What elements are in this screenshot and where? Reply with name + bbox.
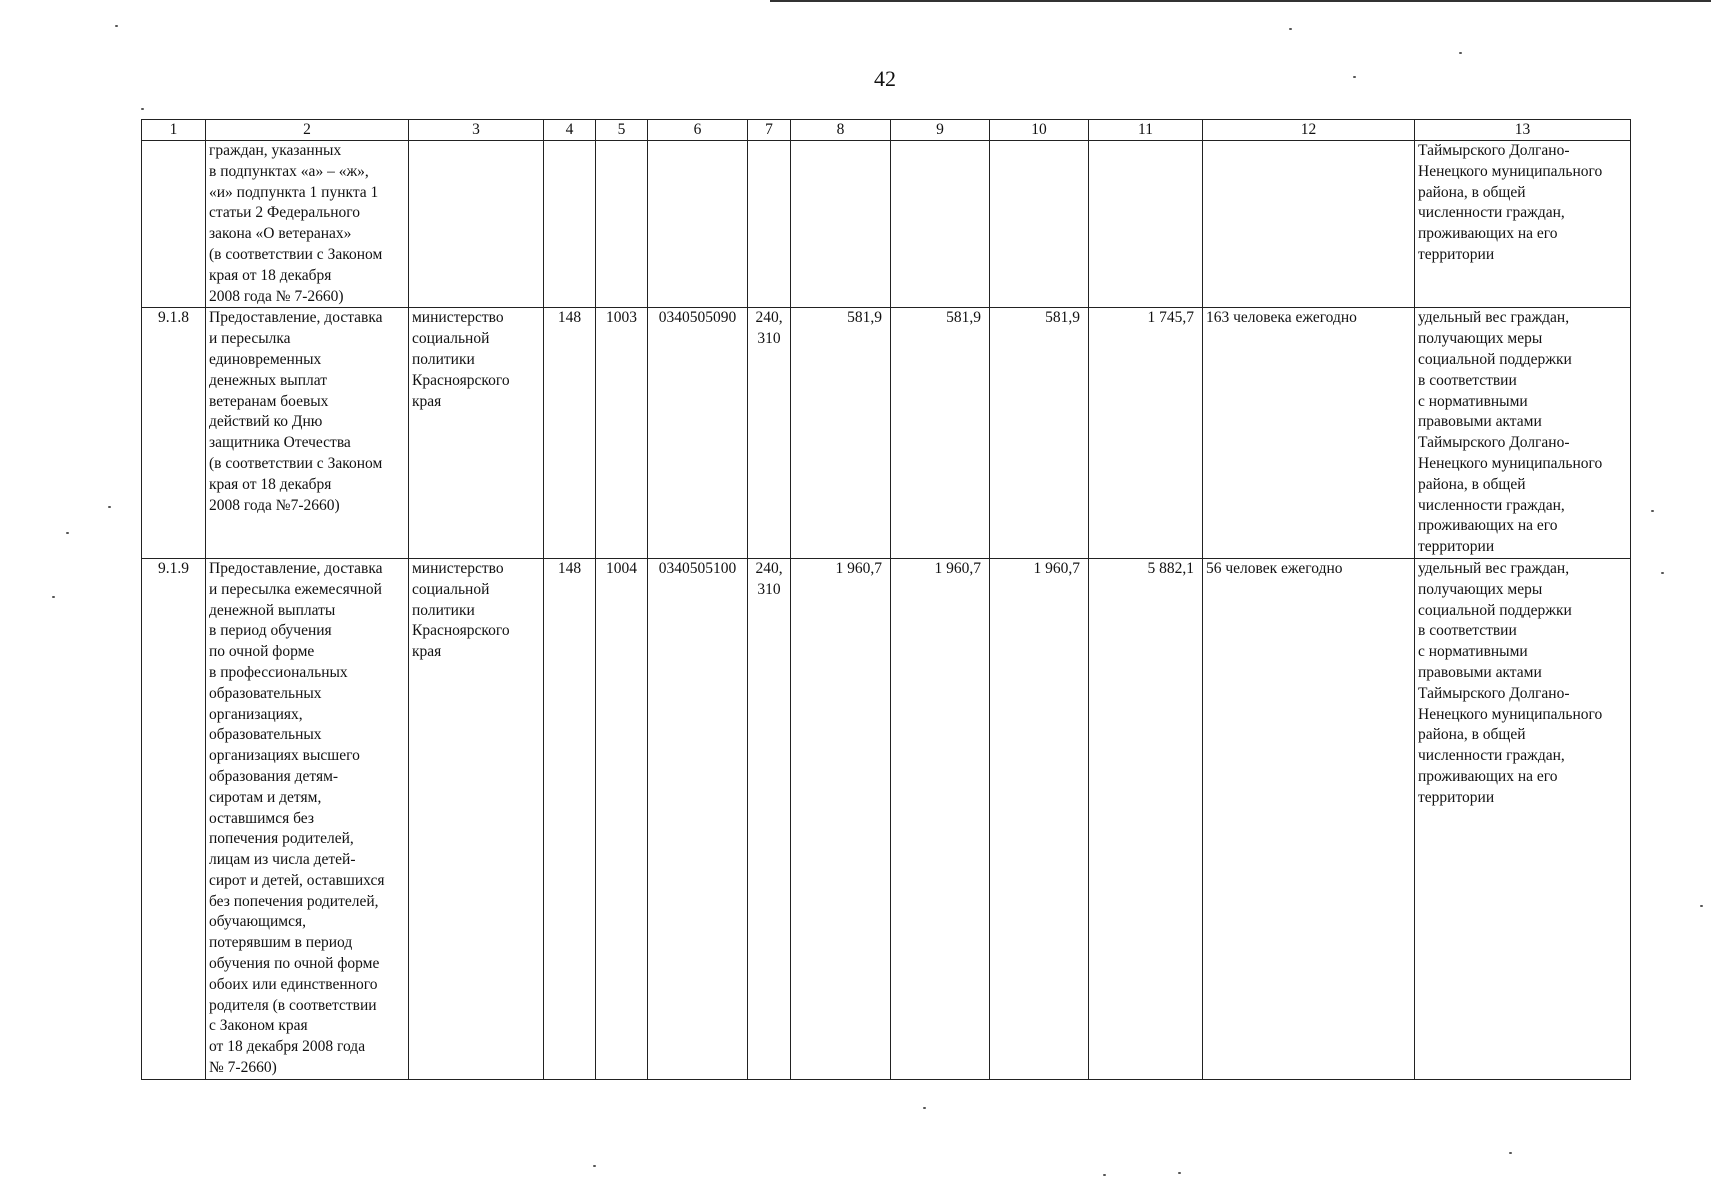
cell-executor: министерство социальной политики Красноярского края <box>409 558 544 1079</box>
scan-speck <box>108 506 111 508</box>
cell-amount-10: 1 960,7 <box>990 558 1089 1079</box>
cell-amount-9 <box>891 141 990 308</box>
cell-amount-10: 581,9 <box>990 308 1089 559</box>
cell-indicator-13: удельный вес граждан, получающих меры социальной поддержки в соответствии с нормативными правовыми актами Таймырского Долгано- Ненецкого муниципального района, в общей численности граждан, проживающих на его территории <box>1415 558 1631 1079</box>
cell-indicator-13: удельный вес граждан, получающих меры социальной поддержки в соответствии с нормативными правовыми актами Таймырского Долгано- Ненецкого муниципального района, в общей численности граждан, проживающих на его территории <box>1415 308 1631 559</box>
cell-amount-10 <box>990 141 1089 308</box>
cell-amount-9: 581,9 <box>891 308 990 559</box>
scan-speck <box>52 596 55 598</box>
cell-executor <box>409 141 544 308</box>
scan-speck <box>923 1107 926 1109</box>
col-header-10: 10 <box>990 120 1089 141</box>
col-header-8: 8 <box>791 120 891 141</box>
cell-code-5: 1003 <box>596 308 648 559</box>
page-number: 42 <box>874 66 896 91</box>
cell-executor: министерство социальной политики Красноярского края <box>409 308 544 559</box>
scan-speck <box>1289 28 1292 30</box>
col-header-11: 11 <box>1089 120 1203 141</box>
cell-result-12 <box>1203 141 1415 308</box>
cell-item-number: 9.1.8 <box>142 308 206 559</box>
col-header-2: 2 <box>206 120 409 141</box>
cell-code-4: 148 <box>544 308 596 559</box>
scan-speck <box>1178 1172 1181 1174</box>
col-header-5: 5 <box>596 120 648 141</box>
col-header-1: 1 <box>142 120 206 141</box>
cell-code-6: 0340505100 <box>648 558 748 1079</box>
col-header-7: 7 <box>748 120 791 141</box>
cell-amount-8: 1 960,7 <box>791 558 891 1079</box>
cell-code-7: 240, 310 <box>748 308 791 559</box>
cell-item-number: 9.1.9 <box>142 558 206 1079</box>
cell-measure-name: граждан, указанных в подпунктах «а» – «ж», «и» подпункта 1 пункта 1 статьи 2 Федерального закона «О ветеранах» (в соответствии с Законом края от 18 декабря 2008 года № 7-2660) <box>206 141 409 308</box>
header-row <box>142 120 1631 141</box>
cell-amount-8: 581,9 <box>791 308 891 559</box>
col-header-12: 12 <box>1203 120 1415 141</box>
cell-amount-8 <box>791 141 891 308</box>
cell-total-11 <box>1089 141 1203 308</box>
cell-item-number <box>142 141 206 308</box>
cell-code-5: 1004 <box>596 558 648 1079</box>
table-row-9-1-9 <box>142 558 1631 1079</box>
cell-measure-name: Предоставление, доставка и пересылка ежемесячной денежной выплаты в период обучения по очной форме в профессиональных образовательных организациях, образовательных организациях высшего образования детям- сиротам и детям, оставшимся без попечения родителей, лицам из числа детей- сирот и детей, оставшихся без попечения родителей, обучающимся, потерявшим в период обучения по очной форме обоих или единственного родителя (в соответствии с Законом края от 18 декабря 2008 года № 7-2660) <box>206 558 409 1079</box>
scan-speck <box>1509 1152 1512 1154</box>
top-scan-edge <box>770 0 1711 2</box>
col-header-3: 3 <box>409 120 544 141</box>
cell-code-4: 148 <box>544 558 596 1079</box>
scan-speck <box>1103 1174 1106 1176</box>
budget-measures-table <box>141 119 1631 1080</box>
cell-amount-9: 1 960,7 <box>891 558 990 1079</box>
scan-speck <box>115 25 118 27</box>
scan-speck <box>141 108 144 110</box>
scan-speck <box>1353 76 1356 78</box>
col-header-9: 9 <box>891 120 990 141</box>
cell-result-12: 163 человека ежегодно <box>1203 308 1415 559</box>
cell-code-7: 240, 310 <box>748 558 791 1079</box>
scan-speck <box>1661 572 1664 574</box>
col-header-4: 4 <box>544 120 596 141</box>
col-header-6: 6 <box>648 120 748 141</box>
cell-result-12: 56 человек ежегодно <box>1203 558 1415 1079</box>
cell-indicator-13: Таймырского Долгано- Ненецкого муниципального района, в общей численности граждан, проживающих на его территории <box>1415 141 1631 308</box>
scan-speck <box>66 532 69 534</box>
scan-speck <box>1700 905 1703 907</box>
cell-measure-name: Предоставление, доставка и пересылка единовременных денежных выплат ветеранам боевых действий ко Дню защитника Отечества (в соответствии с Законом края от 18 декабря 2008 года №7-2660) <box>206 308 409 559</box>
col-header-13: 13 <box>1415 120 1631 141</box>
cell-code-4 <box>544 141 596 308</box>
cell-code-6: 0340505090 <box>648 308 748 559</box>
cell-code-6 <box>648 141 748 308</box>
scan-speck <box>1651 510 1654 512</box>
cell-total-11: 1 745,7 <box>1089 308 1203 559</box>
scan-speck <box>593 1165 596 1167</box>
table-row-9-1-8 <box>142 308 1631 559</box>
cell-code-5 <box>596 141 648 308</box>
cell-code-7 <box>748 141 791 308</box>
scan-speck <box>1459 52 1462 54</box>
table-row-continuation <box>142 141 1631 308</box>
cell-total-11: 5 882,1 <box>1089 558 1203 1079</box>
